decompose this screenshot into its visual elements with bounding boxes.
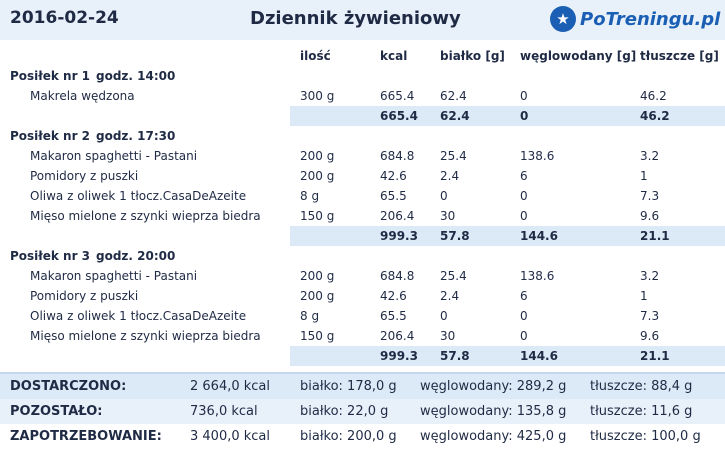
meal-label: Posiłek nr 2	[10, 129, 91, 143]
page-title: Dziennik żywieniowy	[250, 8, 461, 29]
food-fat: 9.6	[640, 209, 660, 223]
total-protein: 62.4	[440, 109, 470, 123]
summary-label: DOSTARCZONO:	[10, 379, 127, 394]
summary-protein: białko: 178,0 g	[300, 379, 397, 394]
food-name: Mięso mielone z szynki wieprza biedra	[30, 329, 261, 343]
summary-kcal: 3 400,0 kcal	[190, 429, 271, 444]
food-carbs: 6	[520, 289, 528, 303]
meal-time: godz. 17:30	[96, 129, 176, 143]
food-row[interactable]	[0, 206, 725, 226]
food-kcal: 684.8	[380, 269, 415, 283]
total-carbs: 144.6	[520, 349, 558, 363]
food-qty: 8 g	[300, 189, 320, 203]
food-kcal: 206.4	[380, 329, 415, 343]
summary-delivered-row	[0, 374, 725, 399]
food-kcal: 206.4	[380, 209, 415, 223]
summary-kcal: 736,0 kcal	[190, 404, 258, 419]
col-header-protein: białko [g]	[440, 49, 505, 63]
meal-header	[0, 126, 725, 146]
food-row[interactable]	[0, 166, 725, 186]
food-carbs: 0	[520, 89, 528, 103]
food-qty: 150 g	[300, 329, 335, 343]
col-header-fat: tłuszcze [g]	[640, 49, 719, 63]
food-name: Mięso mielone z szynki wieprza biedra	[30, 209, 261, 223]
food-name: Pomidory z puszki	[30, 289, 139, 303]
food-name: Makaron spaghetti - Pastani	[30, 269, 198, 283]
food-row[interactable]	[0, 266, 725, 286]
header-bar	[0, 0, 725, 40]
total-protein: 57.8	[440, 229, 470, 243]
summary-remaining-row	[0, 399, 725, 424]
food-fat: 3.2	[640, 269, 660, 283]
summary-label: POZOSTAŁO:	[10, 404, 103, 419]
meal-total-row	[290, 346, 725, 366]
summary-label: ZAPOTRZEBOWANIE:	[10, 429, 162, 444]
food-kcal: 684.8	[380, 149, 415, 163]
summary-fat: tłuszcze: 100,0 g	[590, 429, 701, 444]
food-qty: 300 g	[300, 89, 335, 103]
food-carbs: 6	[520, 169, 528, 183]
food-protein: 62.4	[440, 89, 467, 103]
food-fat: 7.3	[640, 189, 660, 203]
food-row[interactable]	[0, 146, 725, 166]
food-row[interactable]	[0, 326, 725, 346]
summary-requirement-row	[0, 424, 725, 449]
summary-protein: białko: 22,0 g	[300, 404, 389, 419]
food-protein: 2.4	[440, 289, 460, 303]
summary-fat: tłuszcze: 88,4 g	[590, 379, 693, 394]
total-protein: 57.8	[440, 349, 470, 363]
food-qty: 8 g	[300, 309, 320, 323]
food-carbs: 138.6	[520, 149, 555, 163]
col-header-kcal: kcal	[380, 49, 408, 63]
food-qty: 200 g	[300, 149, 335, 163]
food-fat: 1	[640, 169, 648, 183]
summary-protein: białko: 200,0 g	[300, 429, 397, 444]
total-kcal: 665.4	[380, 109, 418, 123]
food-qty: 200 g	[300, 269, 335, 283]
food-qty: 200 g	[300, 169, 335, 183]
summary-kcal: 2 664,0 kcal	[190, 379, 271, 394]
col-header-qty: ilość	[300, 49, 331, 63]
meal-label: Posiłek nr 1	[10, 69, 91, 83]
food-row[interactable]	[0, 286, 725, 306]
meal-header	[0, 246, 725, 266]
food-kcal: 42.6	[380, 169, 407, 183]
col-header-carbs: węglowodany [g]	[520, 49, 637, 63]
food-protein: 0	[440, 189, 448, 203]
food-kcal: 65.5	[380, 189, 407, 203]
summary-carbs: węglowodany: 425,0 g	[420, 429, 567, 444]
food-carbs: 0	[520, 309, 528, 323]
food-carbs: 0	[520, 209, 528, 223]
food-row[interactable]	[0, 86, 725, 106]
logo-icon: ★	[550, 6, 576, 32]
total-fat: 21.1	[640, 349, 670, 363]
food-carbs: 138.6	[520, 269, 555, 283]
food-row[interactable]	[0, 186, 725, 206]
meal-time: godz. 20:00	[96, 249, 176, 263]
total-carbs: 144.6	[520, 229, 558, 243]
food-protein: 2.4	[440, 169, 460, 183]
food-kcal: 665.4	[380, 89, 415, 103]
summary-carbs: węglowodany: 289,2 g	[420, 379, 567, 394]
food-kcal: 65.5	[380, 309, 407, 323]
food-protein: 30	[440, 329, 456, 343]
food-kcal: 42.6	[380, 289, 407, 303]
food-name: Pomidory z puszki	[30, 169, 139, 183]
food-qty: 200 g	[300, 289, 335, 303]
diary-date: 2016-02-24	[10, 8, 119, 28]
summary-fat: tłuszcze: 11,6 g	[590, 404, 693, 419]
total-kcal: 999.3	[380, 349, 418, 363]
food-name: Makrela wędzona	[30, 89, 135, 103]
potreningu-logo[interactable]	[550, 5, 720, 33]
total-fat: 46.2	[640, 109, 670, 123]
food-fat: 9.6	[640, 329, 660, 343]
food-name: Oliwa z oliwek 1 tłocz.CasaDeAzeite	[30, 189, 247, 203]
food-fat: 1	[640, 289, 648, 303]
food-fat: 46.2	[640, 89, 667, 103]
food-fat: 3.2	[640, 149, 660, 163]
total-fat: 21.1	[640, 229, 670, 243]
food-protein: 25.4	[440, 149, 467, 163]
food-qty: 150 g	[300, 209, 335, 223]
food-fat: 7.3	[640, 309, 660, 323]
food-row[interactable]	[0, 306, 725, 326]
food-protein: 30	[440, 209, 456, 223]
meal-label: Posiłek nr 3	[10, 249, 91, 263]
meal-total-row	[290, 106, 725, 126]
food-name: Makaron spaghetti - Pastani	[30, 149, 198, 163]
food-carbs: 0	[520, 189, 528, 203]
total-kcal: 999.3	[380, 229, 418, 243]
summary-carbs: węglowodany: 135,8 g	[420, 404, 567, 419]
logo-text: PoTreningu.pl	[580, 8, 721, 30]
food-carbs: 0	[520, 329, 528, 343]
food-protein: 25.4	[440, 269, 467, 283]
meal-time: godz. 14:00	[96, 69, 176, 83]
food-protein: 0	[440, 309, 448, 323]
food-name: Oliwa z oliwek 1 tłocz.CasaDeAzeite	[30, 309, 247, 323]
total-carbs: 0	[520, 109, 529, 123]
meal-total-row	[290, 226, 725, 246]
meal-header	[0, 66, 725, 86]
